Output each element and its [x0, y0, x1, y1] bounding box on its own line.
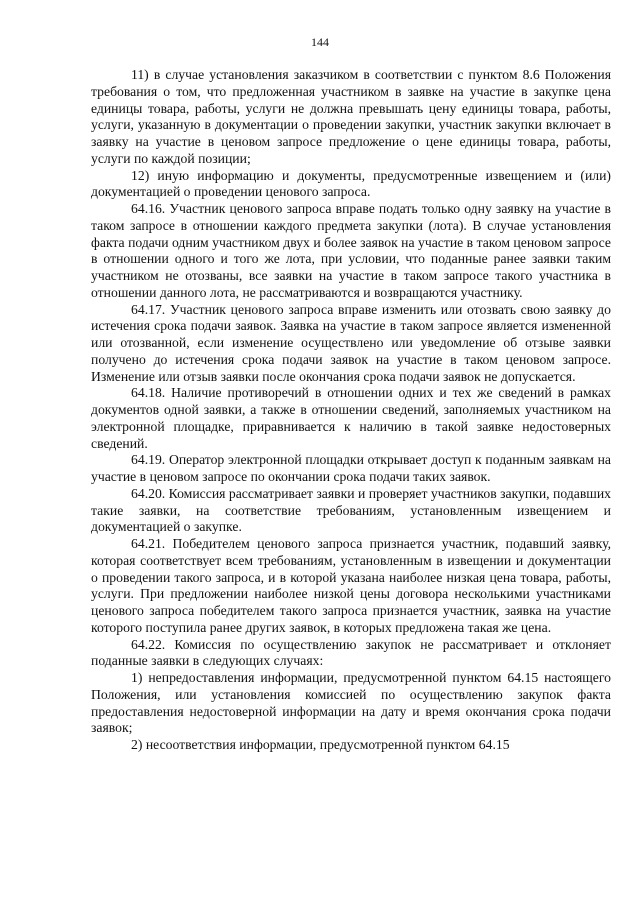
paragraph-64-22-item-2: 2) несоответствия информации, предусмотренной пунктом 64.15 [131, 737, 510, 752]
paragraph-64-18: 64.18. Наличие противоречий в отношении одних и тех же сведений в рамках документов одной заявки, а также в отношении сведений, заполняемых участником на электронной площадке, приравнивается к наличию в такой заявке недостоверных сведений. [91, 385, 611, 451]
paragraph-item-12: 12) иную информацию и документы, предусмотренные извещением и (или) документацией о проведении ценового запроса. [91, 167, 611, 200]
paragraph-64-22: 64.22. Комиссия по осуществлению закупок не рассматривает и отклоняет поданные заявки в следующих случаях: [91, 636, 611, 669]
paragraph-64-22-item-1: 1) непредоставления информации, предусмотренной пунктом 64.15 настоящего Положения, или установления комиссией по осуществлению закупок факта предоставления недостоверной информации на дату и время окончания срока подачи заявок; [91, 670, 611, 736]
paragraph-64-20: 64.20. Комиссия рассматривает заявки и проверяет участников закупки, подавших такие заявки, на соответствие требованиям, установленным извещением и документацией о закупке. [91, 485, 611, 535]
paragraph-64-16: 64.16. Участник ценового запроса вправе подать только одну заявку на участие в таком запросе в отношении каждого предмета закупки (лота). В случае установления факта подачи одним участником двух и более заявок на участие в таком ценовом запросе в отношении одного и того же лота, при условии, что поданные ранее заявки таким участником не отозваны, все заявки на участие в таком запросе такого участника в отношении данного лота, не рассматриваются и возвращаются участнику. [91, 201, 611, 300]
document-body [91, 67, 611, 754]
paragraph-64-21: 64.21. Победителем ценового запроса признается участник, подавший заявку, которая соответствует всем требованиям, установленным в извещении и документации о проведении такого запроса, и в которой указана наиболее низкая цена товара, работы, услуги. При предложении наиболее низкой цены договора несколькими участниками ценового запроса победителем такого запроса признается участник, заявка на участие которого поступила ранее других заявок, в которых предложена такая же цена. [91, 536, 611, 635]
paragraph-64-19: 64.19. Оператор электронной площадки открывает доступ к поданным заявкам на участие в ценовом запросе по окончании срока подачи таких заявок. [91, 452, 611, 484]
paragraph-64-17: 64.17. Участник ценового запроса вправе изменить или отозвать свою заявку до истечения срока подачи заявок. Заявка на участие в таком запросе является измененной или отозванной, если изменение осуществлено или уведомление об отзыве заявки получено до истечения срока подачи заявок на участие в таком ценовом запросе. Изменение или отзыв заявки после окончания срока подачи заявок не допускается. [91, 301, 611, 384]
page-number: 144 [311, 35, 329, 49]
paragraph-item-11: 11) в случае установления заказчиком в соответствии с пунктом 8.6 Положения требования о том, что предложенная участником в заявке на участие в закупке цена единицы товара, работы, услуги не должна превышать цену единицы товара, работы, услуги, указанную в документации о проведении закупки, участник закупки включает в заявку на участие в ценовом запросе предложение о цене единицы товара, работы, услуги по каждой позиции; [91, 67, 611, 166]
